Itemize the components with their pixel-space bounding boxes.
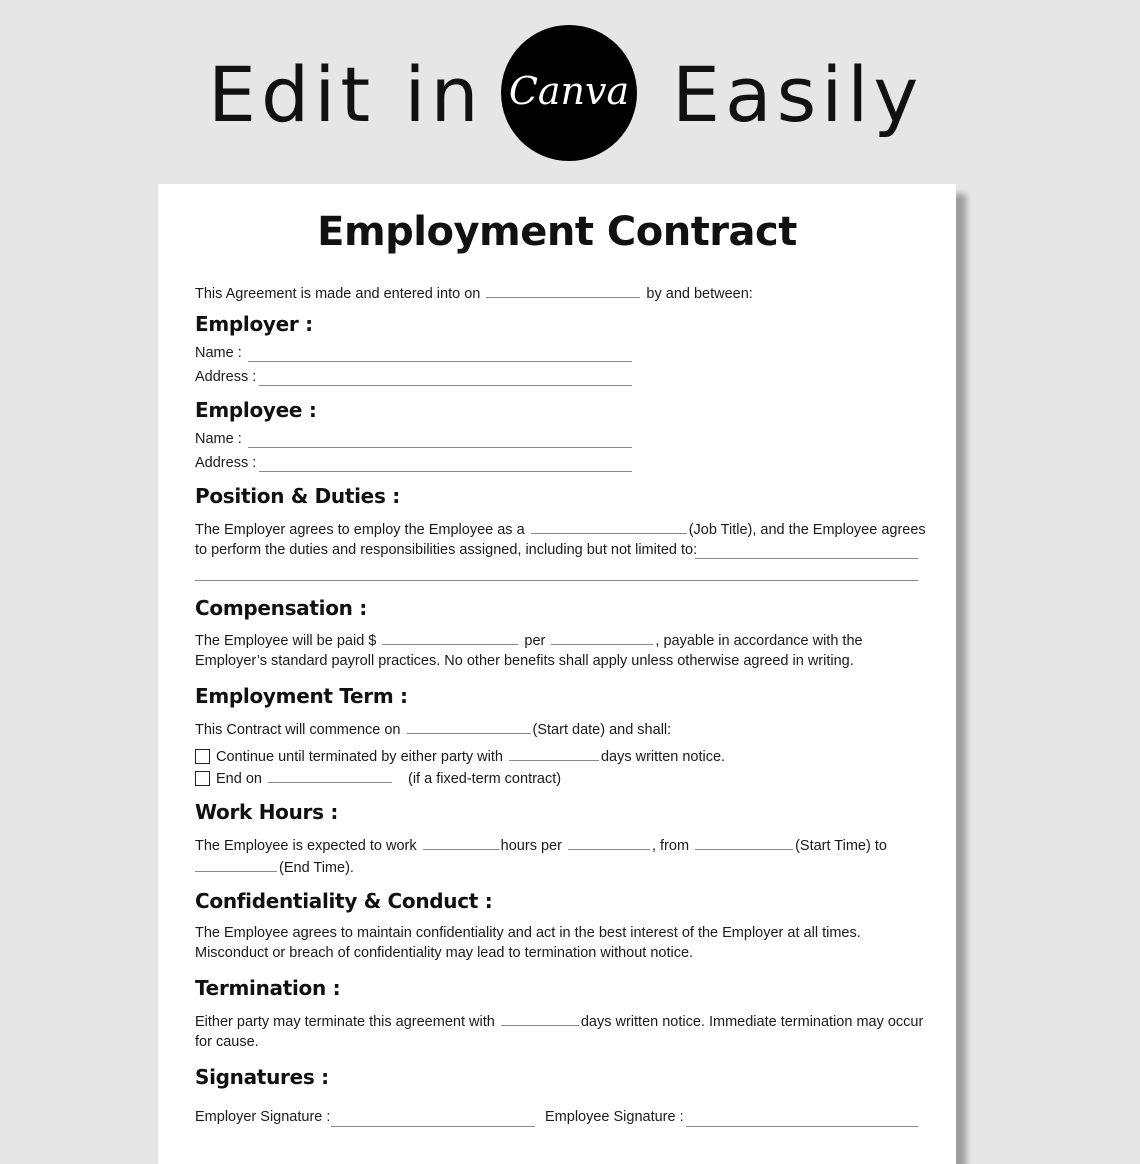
hours-line-2: [195, 855, 354, 879]
employee-signature-row: [545, 1106, 684, 1128]
position-heading: Position & Duties :: [195, 484, 400, 508]
hours-text-b: hours per: [500, 838, 562, 854]
hours-line-1: [195, 833, 887, 857]
compensation-text-d: Employer’s standard payroll practices. No other benefits shall apply unless otherwise agreed in writing.: [195, 653, 854, 669]
confidentiality-line-1: The Employee agrees to maintain confidentiality and act in the best interest of the Employer at all times.: [195, 925, 861, 941]
employee-address-field[interactable]: [259, 471, 632, 472]
employee-address-row: [195, 452, 256, 474]
hours-text-a: The Employee is expected to work: [195, 838, 417, 854]
position-line-2: [195, 539, 697, 561]
employer-signature-row: [195, 1106, 330, 1128]
employer-name-field[interactable]: [248, 361, 632, 362]
employer-address-label: Address :: [195, 369, 257, 385]
position-text-c: to perform the duties and responsibilities assigned, including but not limited to:: [195, 542, 698, 558]
pay-amount-field[interactable]: [382, 628, 518, 645]
employer-name-label: Name :: [195, 345, 242, 361]
term-option-1: [195, 744, 725, 768]
confidentiality-line-2: Misconduct or breach of confidentiality may lead to termination without notice.: [195, 945, 694, 961]
end-date-field[interactable]: [268, 766, 392, 783]
employee-signature-field[interactable]: [686, 1126, 918, 1127]
fixed-term-checkbox[interactable]: [195, 771, 210, 786]
termination-line-2: for cause.: [195, 1034, 259, 1050]
signatures-heading: Signatures :: [195, 1065, 329, 1089]
page-title: Employment Contract: [317, 209, 797, 255]
term-opt2-text-b: (if a fixed-term contract): [408, 771, 562, 787]
compensation-line-2: [195, 650, 854, 672]
hours-text-c: , from: [651, 838, 690, 854]
employee-heading: Employee :: [195, 398, 317, 422]
employee-address-label: Address :: [195, 455, 257, 471]
position-text-a: The Employer agrees to employ the Employee as a: [195, 522, 525, 538]
employer-address-field[interactable]: [259, 385, 632, 386]
hours-period-field[interactable]: [568, 833, 650, 850]
termination-text-a: Either party may terminate this agreement with: [195, 1014, 495, 1030]
position-line-1: [195, 517, 926, 541]
termination-line-1: [195, 1009, 923, 1033]
hours-text-e: (End Time).: [279, 860, 354, 876]
job-title-field[interactable]: [531, 517, 687, 534]
employee-signature-label: Employee Signature :: [545, 1109, 684, 1125]
start-date-field[interactable]: [407, 717, 531, 734]
employee-name-field[interactable]: [248, 447, 632, 448]
termination-days-field[interactable]: [501, 1009, 579, 1026]
intro-line: [195, 281, 753, 305]
notice-days-field[interactable]: [509, 744, 599, 761]
employer-name-row: [195, 342, 242, 364]
agreement-date-field[interactable]: [486, 281, 640, 298]
employer-address-row: [195, 366, 256, 388]
duties-field-2[interactable]: [195, 580, 918, 581]
term-opt1-text-b: days written notice.: [600, 749, 726, 765]
end-time-field[interactable]: [195, 855, 277, 872]
confidentiality-heading: Confidentiality & Conduct :: [195, 889, 493, 913]
banner-left-text: Edit in: [208, 50, 484, 139]
compensation-text-a: The Employee will be paid $: [195, 633, 377, 649]
notice-checkbox[interactable]: [195, 749, 210, 764]
compensation-line-1: [195, 628, 863, 652]
intro-prefix: This Agreement is made and entered into on: [195, 286, 481, 302]
position-text-b: (Job Title), and the Employee agrees: [688, 522, 926, 538]
termination-text-b: days written notice. Immediate termination may occur: [580, 1014, 924, 1030]
hours-count-field[interactable]: [423, 833, 499, 850]
term-line-1: [195, 717, 671, 741]
pay-period-field[interactable]: [551, 628, 653, 645]
intro-suffix: by and between:: [646, 286, 753, 302]
term-option-2: [195, 766, 561, 790]
hours-heading: Work Hours :: [195, 800, 339, 824]
compensation-heading: Compensation :: [195, 596, 367, 620]
employee-name-label: Name :: [195, 431, 242, 447]
duties-field-1[interactable]: [695, 558, 918, 559]
start-time-field[interactable]: [695, 833, 793, 850]
compensation-text-b: per: [524, 633, 546, 649]
term-text-b: (Start date) and shall:: [532, 722, 672, 738]
employer-signature-field[interactable]: [331, 1126, 535, 1127]
employer-signature-label: Employer Signature :: [195, 1109, 331, 1125]
banner: [0, 0, 1140, 180]
termination-heading: Termination :: [195, 976, 341, 1000]
canva-logo: [501, 25, 637, 161]
term-opt2-text-a: End on: [216, 771, 262, 787]
employee-name-row: [195, 428, 242, 450]
hours-text-d: (Start Time) to: [795, 838, 887, 854]
compensation-text-c: , payable in accordance with the: [655, 633, 863, 649]
term-opt1-text-a: Continue until terminated by either party with: [216, 749, 503, 765]
term-heading: Employment Term :: [195, 684, 408, 708]
term-text-a: This Contract will commence on: [195, 722, 401, 738]
banner-right-text: Easily: [672, 50, 924, 139]
employer-heading: Employer :: [195, 312, 313, 336]
canva-logo-text: Canva: [508, 69, 630, 113]
